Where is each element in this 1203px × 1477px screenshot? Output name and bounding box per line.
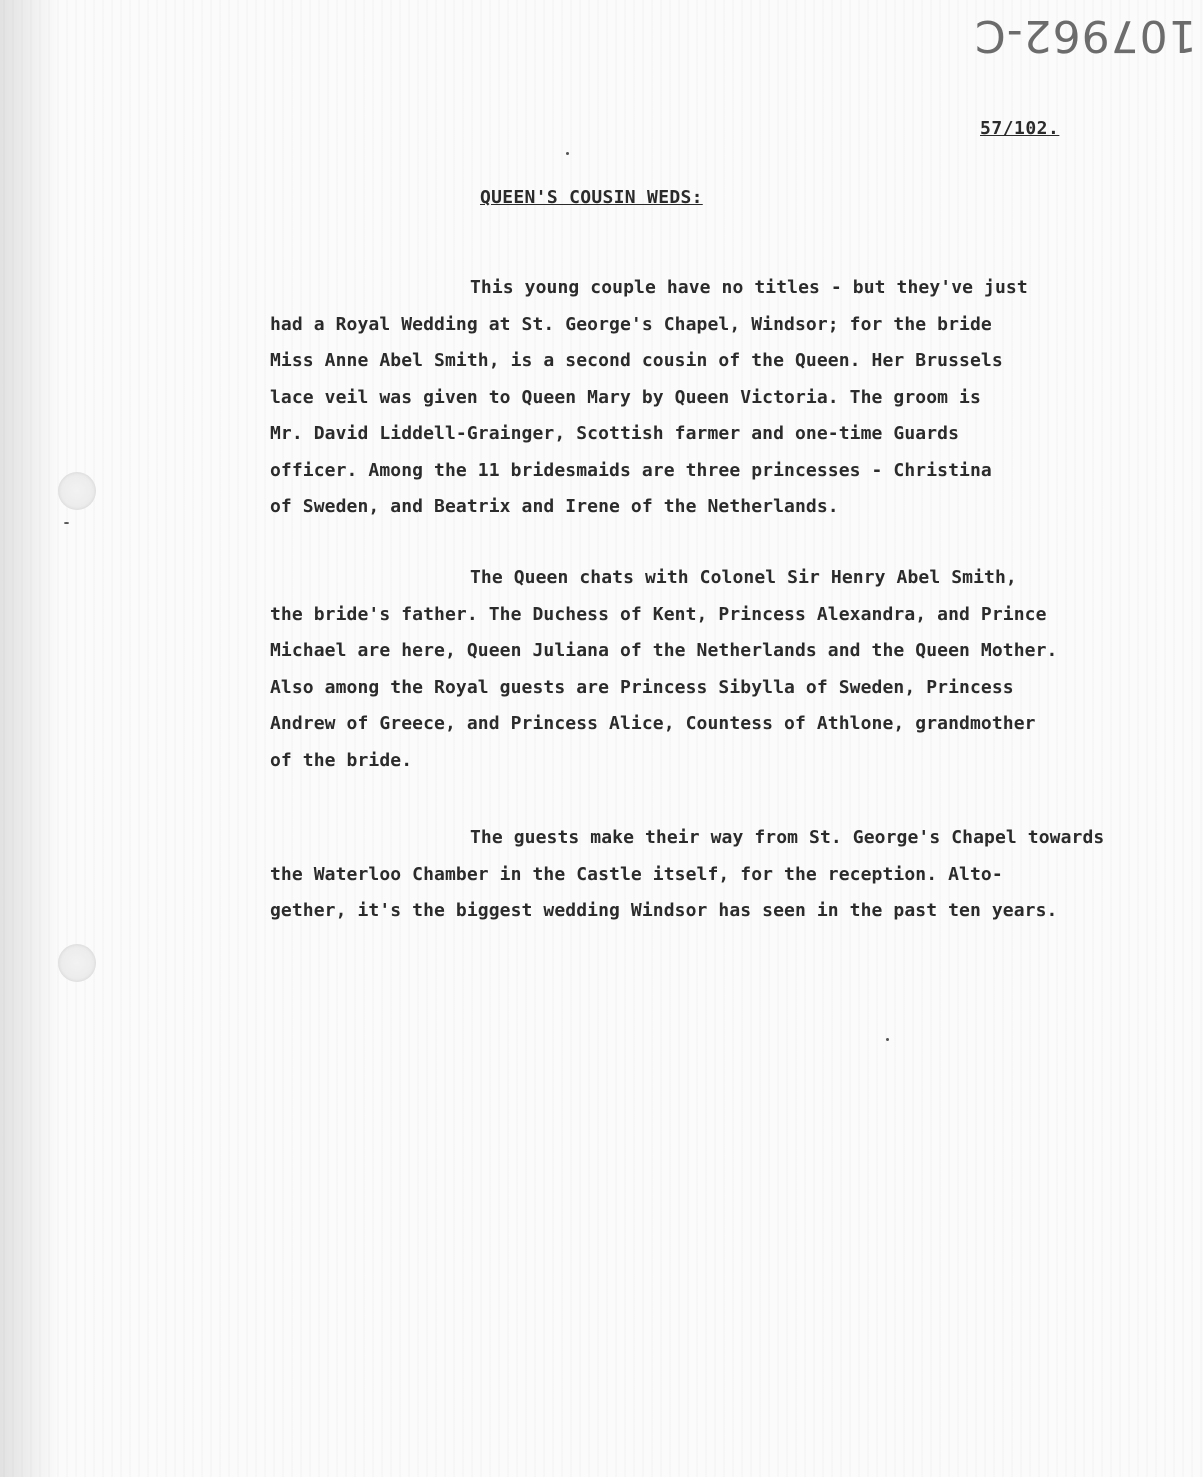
paragraph-1 (270, 270, 1170, 526)
paper-speck (64, 522, 69, 524)
handwritten-reference: 107962-C (974, 10, 1197, 61)
headline: QUEEN'S COUSIN WEDS: (480, 187, 703, 208)
paragraph-line: The guests make their way from St. George's Chapel towards (470, 827, 1105, 848)
paper-speck (566, 152, 569, 155)
paragraph-2 (270, 560, 1170, 779)
punch-hole (58, 944, 96, 982)
paragraph-line: Michael are here, Queen Juliana of the Netherlands and the Queen Mother. (270, 640, 1058, 661)
paragraph-line: Mr. David Liddell-Grainger, Scottish farmer and one-time Guards (270, 423, 960, 444)
paragraph-line: of the bride. (270, 749, 413, 771)
paragraph-line: had a Royal Wedding at St. George's Chapel, Windsor; for the bride (270, 313, 992, 335)
paragraph-3 (270, 820, 1170, 930)
paragraph-line: officer. Among the 11 bridesmaids are three princesses - Christina (270, 459, 992, 481)
paragraph-line: the Waterloo Chamber in the Castle itself, for the reception. Alto- (270, 863, 1003, 885)
paragraph-line: This young couple have no titles - but they've just (470, 277, 1028, 298)
reference-number: 57/102. (980, 118, 1060, 139)
punch-hole (58, 472, 96, 510)
paragraph-line: The Queen chats with Colonel Sir Henry Abel Smith, (470, 567, 1017, 588)
paragraph-line: the bride's father. The Duchess of Kent, Princess Alexandra, and Prince (270, 603, 1047, 625)
paragraph-line: gether, it's the biggest wedding Windsor has seen in the past ten years. (270, 900, 1058, 921)
paragraph-line: Andrew of Greece, and Princess Alice, Countess of Athlone, grandmother (270, 713, 1036, 734)
paragraph-line: Also among the Royal guests are Princess Sibylla of Sweden, Princess (270, 676, 1014, 698)
paper-speck (886, 1038, 889, 1041)
paragraph-line: Miss Anne Abel Smith, is a second cousin of the Queen. Her Brussels (270, 350, 1003, 371)
paragraph-line: of Sweden, and Beatrix and Irene of the Netherlands. (270, 496, 839, 517)
paragraph-line: lace veil was given to Queen Mary by Queen Victoria. The groom is (270, 386, 981, 408)
